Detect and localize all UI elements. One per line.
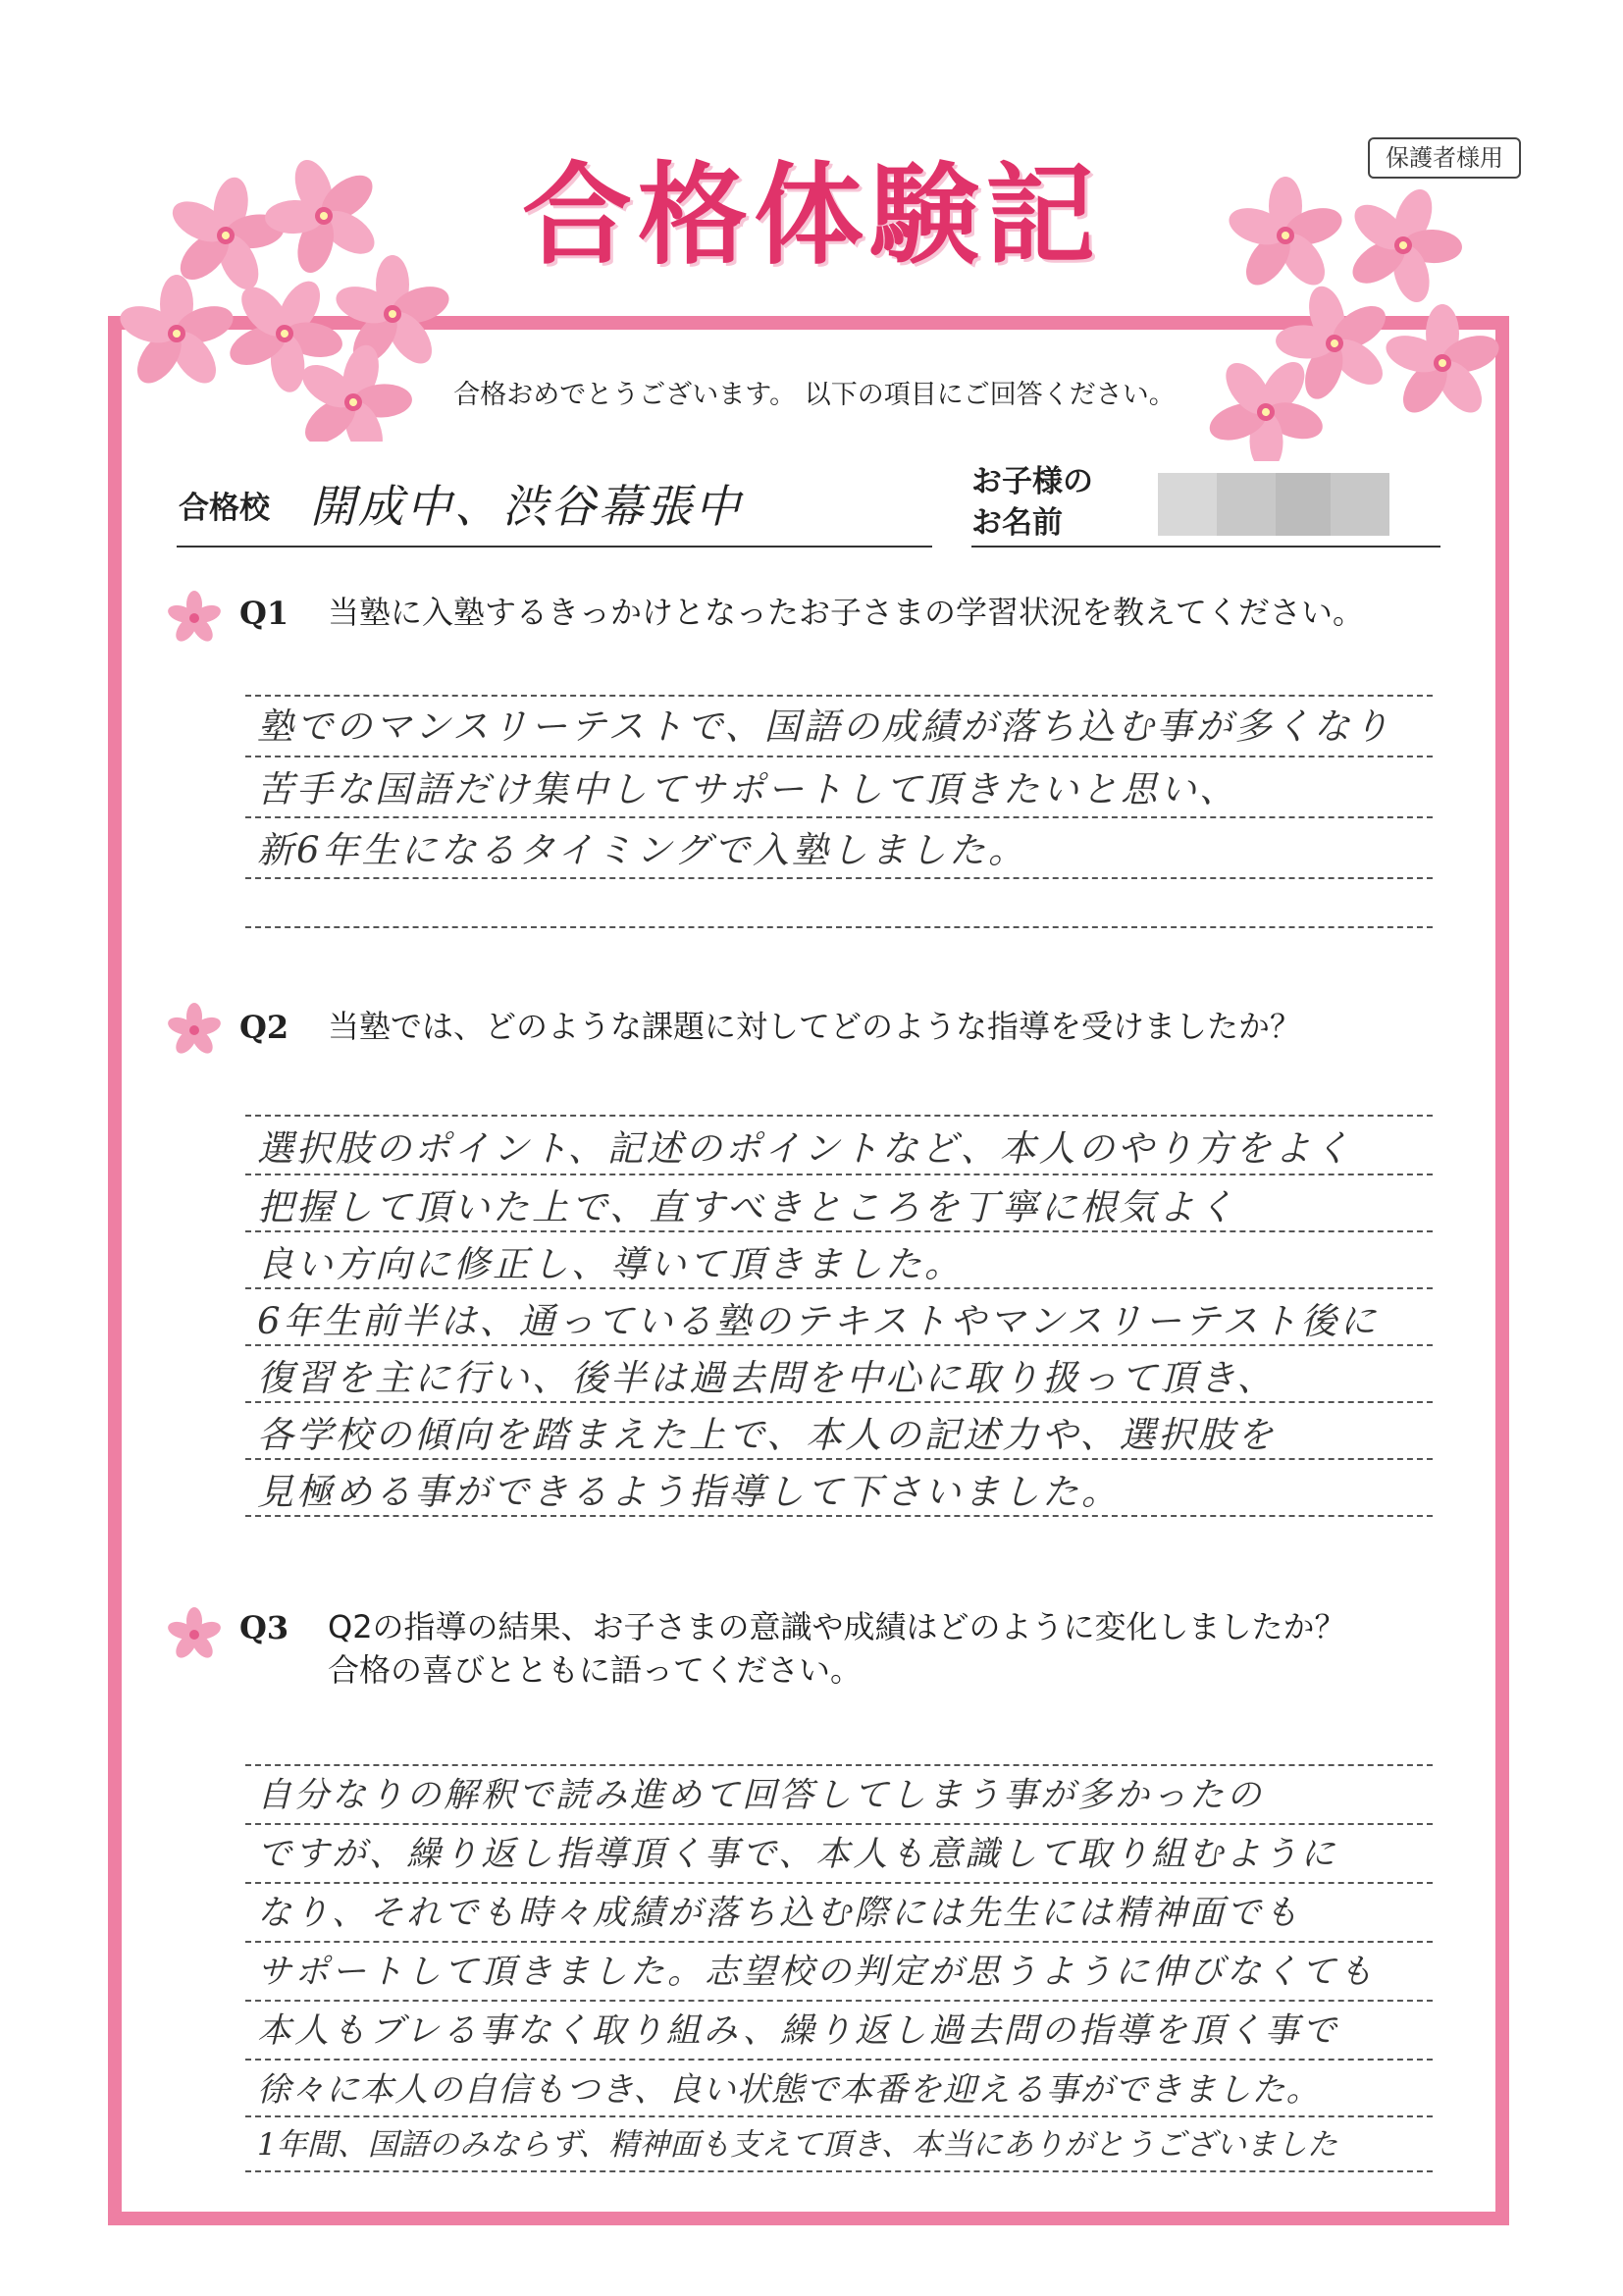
q3-rule [245,2170,1433,2172]
q3-rule [245,1941,1433,1943]
q2-answer-line: 把握して頂いた上で、直すべきところを丁寧に根気よく [257,1186,1237,1228]
q2-rule [245,1401,1433,1403]
q2-rule [245,1344,1433,1346]
q3-answer-line: サポートして頂きました。志望校の判定が思うように伸びなくても [257,1953,1377,1992]
q3-number: Q3 [239,1609,289,1646]
q1-rule [245,926,1433,928]
name-underline [971,546,1440,548]
q3-answer-line: 徐々に本人の自信もつき、良い状態で本番を迎える事ができました。 [257,2070,1321,2110]
q3-rule [245,1882,1433,1884]
name-label-line-2: お名前 [971,505,1063,541]
q3-rule [245,1764,1433,1766]
q2-rule [245,1515,1433,1517]
intro-text: 合格おめでとうございます。 以下の項目にご回答ください。 [453,380,1176,410]
q3-answer-line: 自分なりの解釈で読み進めて回答してしまう事が多かったの [257,1776,1265,1815]
q1-answer-line: 塾でのマンスリーテストで、国語の成績が落ち込む事が多くなり [257,705,1392,748]
q1-rule [245,877,1433,879]
q1-blossom-icon [165,589,224,648]
school-value: 開成中、渋谷幕張中 [310,480,743,533]
name-redacted [1158,473,1389,536]
q3-rule [245,1823,1433,1825]
name-label [971,461,1093,544]
q3-rule [245,2000,1433,2002]
q2-rule [245,1115,1433,1117]
q2-answer-line: 各学校の傾向を踏まえた上で、本人の記述力や、選択肢を [257,1414,1277,1456]
q3-question-line-1: Q2の指導の結果、お子さまの意識や成績はどのように変化しましたか？ [328,1608,1346,1645]
q3-question [328,1605,1346,1692]
blossom-cluster-right-icon [1207,167,1501,461]
q2-answer-line: 良い方向に修正し、導いて頂きました。 [257,1243,964,1285]
q2-answer-line: 6年生前半は、通っている塾のテキストやマンスリーテスト後に [257,1300,1380,1342]
q2-blossom-icon [165,1001,224,1060]
q2-rule [245,1230,1433,1232]
q2-question: 当塾では、どのような課題に対してどのような指導を受けましたか？ [328,1008,1302,1045]
q1-question: 当塾に入塾するきっかけとなったお子さまの学習状況を教えてください。 [328,594,1365,631]
q1-number: Q1 [239,595,289,632]
q2-rule [245,1174,1433,1175]
q3-blossom-icon [165,1605,224,1664]
page-title: 合格体験記 [522,151,1101,280]
q2-answer-line: 復習を主に行い、後半は過去問を中心に取り扱って頂き、 [257,1357,1277,1399]
q3-answer-line: 1年間、国語のみならず、精神面も支えて頂き、本当にありがとうございました [257,2127,1337,2163]
q1-rule [245,816,1433,818]
q3-answer-line: ですが、繰り返し指導頂く事で、本人も意識して取り組むように [257,1835,1338,1874]
school-underline [177,546,932,548]
name-label-line-1: お子様の [971,464,1093,499]
q2-answer-line: 選択肢のポイント、記述のポイントなど、本人のやり方をよく [257,1127,1353,1170]
q2-answer-line: 見極める事ができるよう指導して下さいました。 [257,1471,1121,1513]
q2-rule [245,1287,1433,1289]
q1-answer-line: 苦手な国語だけ集中してサポートして頂きたいと思い、 [257,768,1238,810]
q2-rule [245,1458,1433,1460]
q3-rule [245,2059,1433,2061]
q2-number: Q2 [239,1009,289,1046]
guardian-tag: 保護者様用 [1368,137,1521,179]
q3-question-line-2: 合格の喜びとともに語ってください。 [328,1651,863,1689]
q3-answer-line: 本人もブレる事なく取り組み、繰り返し過去問の指導を頂く事で [257,2011,1339,2051]
school-label: 合格校 [179,491,270,526]
q1-rule [245,756,1433,757]
q1-answer-line: 新6年生になるタイミングで入塾しました。 [257,829,1028,871]
q3-answer-line: なり、それでも時々成績が落ち込む際には先生には精神面でも [257,1894,1302,1933]
q3-rule [245,2115,1433,2117]
